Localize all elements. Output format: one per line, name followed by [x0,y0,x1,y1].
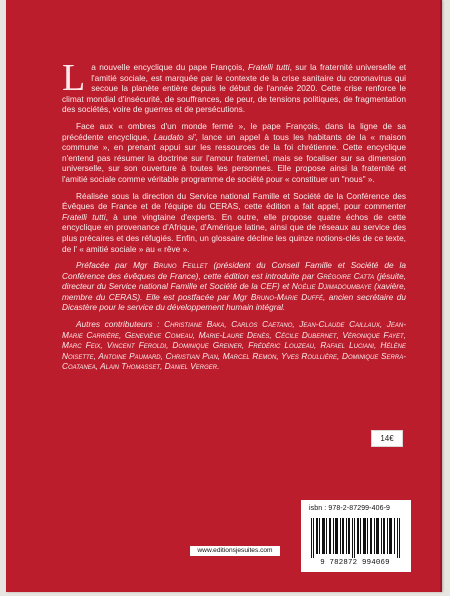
text-span: Réalisée sous la direction du Service national Famille et Société de la Conférence des Évêques de France et de l'équipe du CERAS, cette édition a fait appel, pour commenter [62,190,406,212]
text-span: (xavière, membre du CERAS). Elle est postfacée par Mgr [62,281,406,302]
text-span: , à une vingtaine d'experts. En outre, elle propose quatre échos de cette encyclique en provenance d'Afrique, d'Amérique latine, ainsi que de réseaux au service des plus précaires et des réfugiés. Enfin, un glossaire décline les quinze notions-clés de ce texte, de l' « amitié sociale » au « rêve ». [62,211,406,254]
back-cover [6,0,442,592]
price-tag: 14€ [371,430,403,447]
author-name: Grégoire Catta [316,270,375,281]
text-span: (jésuite, directeur du Service national Famille et Société de la CEF) et [62,270,406,292]
contributors-label: Autres contributeurs : [76,319,165,330]
book-title-italic: Fratelli tutti [247,62,290,72]
publisher-website[interactable]: www.editionsjesuites.com [190,546,280,556]
barcode-digits: 9 782872 994069 [320,559,390,567]
author-name: Noélie Djimadoumbaye [291,281,372,292]
isbn-label: isbn : 978-2-87299-406-9 [309,505,391,512]
text-span: , lance un appel à tous les habitants de la « maison commune », en prenant appui sur les ressources de la foi chrétienne. Cette encyclique n'entend pas résumer la doctrine sur l'amour fraternel, mais se focaliser sur sa dimension universelle, sur son ouverture à toutes les personnes. Elle propose ainsi la fraternité et l'amitié sociale comme véritable programme de société pour « constituer un "nous" ». [62,131,407,184]
text-span: Face aux « ombres d'un monde fermé », le pape François, dans la ligne de sa précédente encyclique, [62,120,406,142]
paragraph-contributors [62,319,406,372]
text-span: , ancien secrétaire du Dicastère pour le service du développement humain intégral. [62,291,407,313]
text-span: (président du Conseil Famille et Société de la Conférence des évêques de France), cette édition est introduite par [62,260,406,281]
drop-cap: L [62,57,86,99]
author-name: Bruno Feillet [153,260,208,271]
paragraph-intro [62,57,407,115]
contributors-list: Christiane Baka, Carlos Caetano, Jean-Claude Caillaux, Jean-Marie Carrière, Geneviève Comeau, Marie-Laure Denès, Cécile Dubernet, Véronique Fayet, Marc Feix, Vincent Feroldi, Dominique Greiner, Frédéric Louzeau, Rafael Luciani, Hélène Noisette, Antoine Paumard, Christian Pian, Marcel Remon, Yves Roullière, Dominique Serra-Coatanea, Alain Thomasset, Daniel Verger. [62,319,406,372]
book-title-italic: Fratelli tutti [62,211,106,222]
barcode-icon [309,518,403,558]
paragraph-second [62,121,406,185]
paragraph-third [62,191,406,255]
isbn-barcode-box [301,500,411,572]
text-span: a nouvelle encyclique du pape François, [91,62,248,72]
paragraph-preface [62,260,406,313]
blurb-text [62,57,407,378]
author-name: Bruno-Marie Duffé [250,291,323,302]
laudato-si-italic: Laudato si' [153,131,196,142]
text-span: Préfacée par Mgr [76,260,154,271]
text-span: , sur la fraternité universelle et l'amitié sociale, est marquée par le contexte de la crise sanitaire du coronavirus qui secoue la planète entière depuis le début de l'année 2020. Cette crise renforce le climat mondial d'insécurité, de souffrances, de peur, de tensions politiques, de fragmentation des sociétés, voire de guerres et de persécutions. [62,62,407,115]
